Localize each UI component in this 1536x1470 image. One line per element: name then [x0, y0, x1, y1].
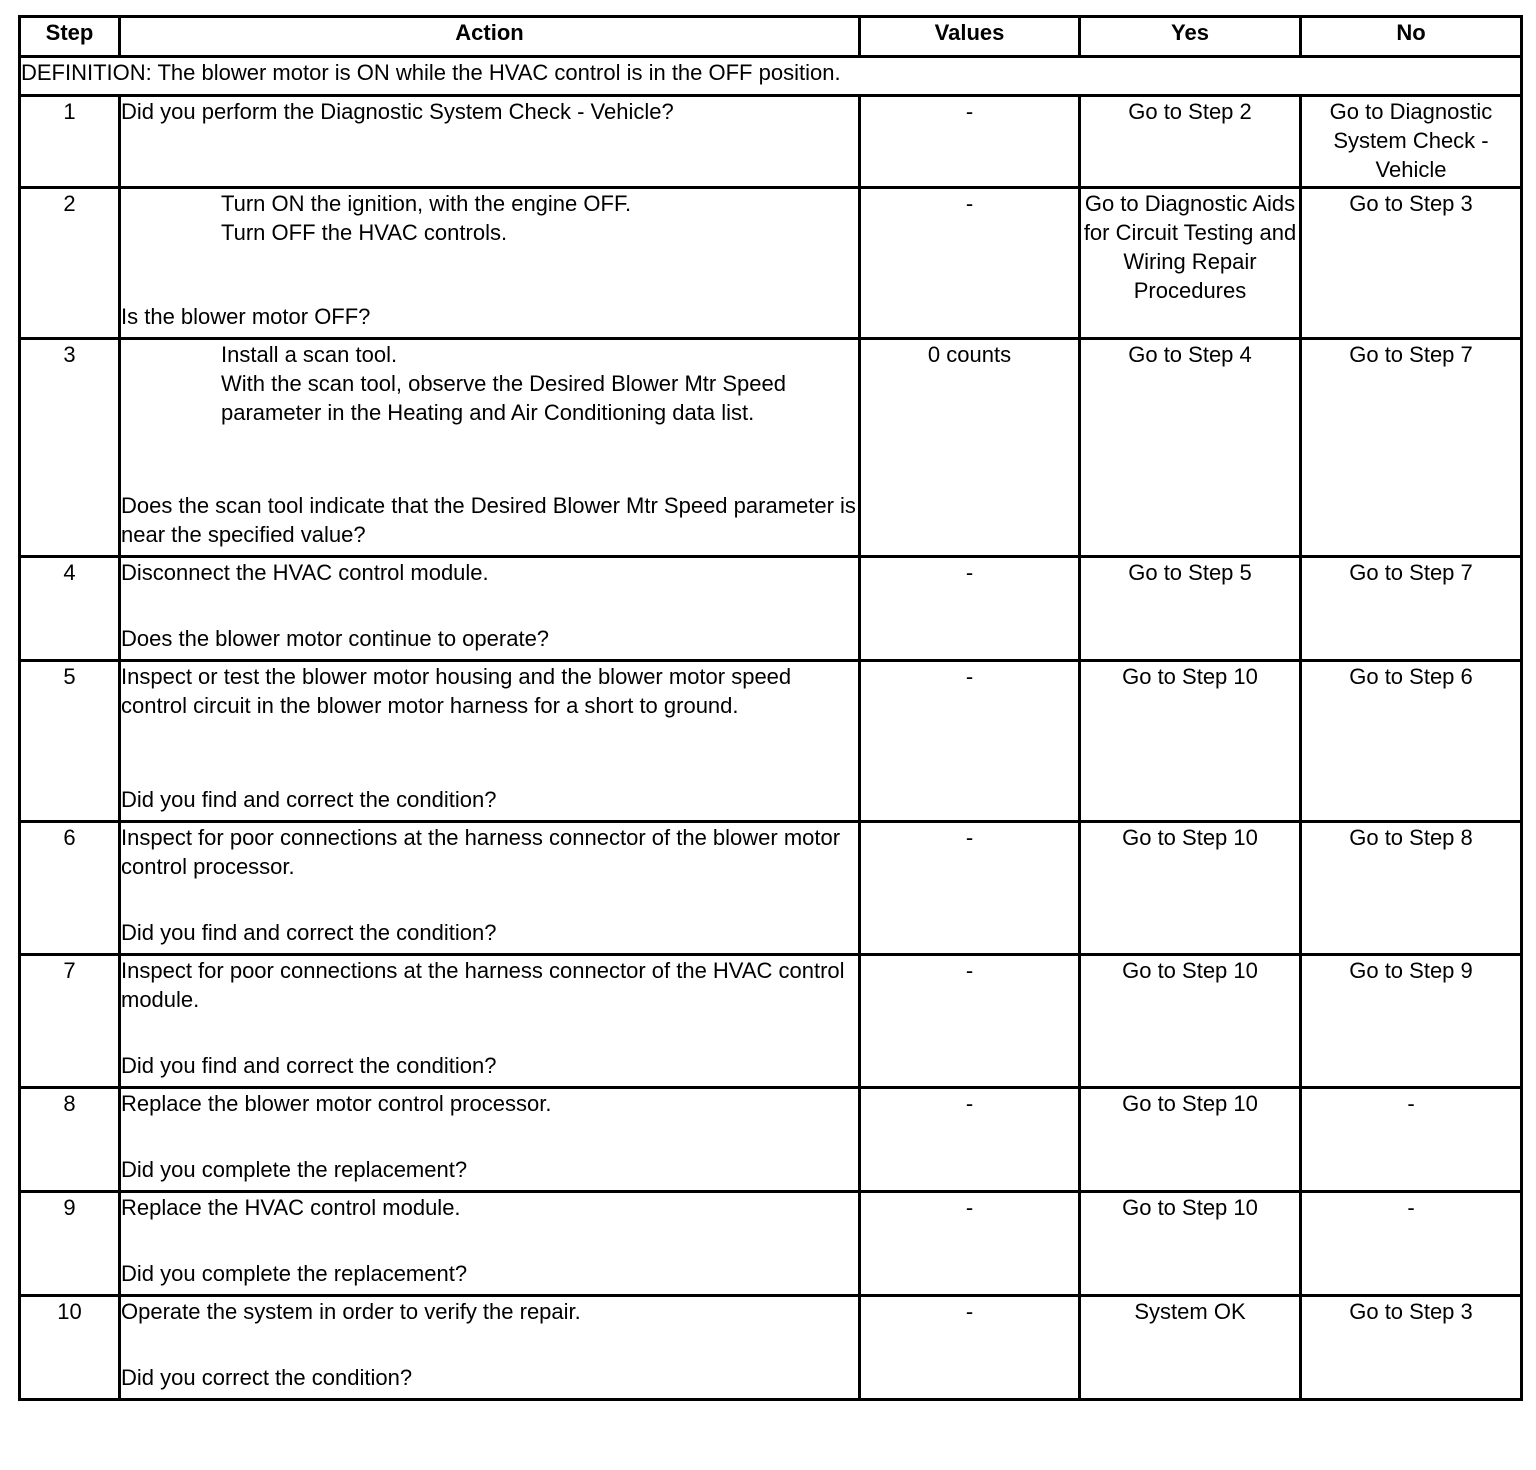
action-question: Did you complete the replacement?	[121, 1157, 468, 1182]
step-number: 1	[20, 96, 120, 188]
action-cell	[120, 339, 860, 557]
step-number: 6	[20, 822, 120, 955]
action-question: Does the blower motor continue to operate?	[121, 626, 550, 651]
substep-item: Turn ON the ignition, with the engine OFF.	[221, 191, 632, 216]
action-cell	[120, 188, 860, 339]
yes-cell: Go to Step 10	[1080, 661, 1301, 822]
step-number: 9	[20, 1192, 120, 1296]
header-values: Values	[860, 17, 1080, 57]
values-cell: -	[860, 1088, 1080, 1192]
header-no: No	[1301, 17, 1522, 57]
definition-row	[20, 57, 1522, 96]
action-question: Did you correct the condition?	[121, 1365, 413, 1390]
action-instruction: Replace the HVAC control module.	[121, 1195, 461, 1220]
values-cell: -	[860, 188, 1080, 339]
action-cell	[120, 1088, 860, 1192]
table-row	[20, 661, 1522, 822]
no-cell: Go to Diagnostic System Check - Vehicle	[1301, 96, 1522, 188]
action-instruction: Inspect or test the blower motor housing and the blower motor speed control circuit in the blower motor harness for a short to ground.	[121, 664, 792, 718]
no-cell: Go to Step 9	[1301, 955, 1522, 1088]
table-row	[20, 188, 1522, 339]
values-cell: 0 counts	[860, 339, 1080, 557]
no-cell: -	[1301, 1088, 1522, 1192]
action-top	[121, 956, 858, 1014]
action-top	[121, 97, 858, 126]
action-content	[121, 1297, 858, 1392]
action-cell	[120, 955, 860, 1088]
yes-cell: System OK	[1080, 1296, 1301, 1400]
yes-cell: Go to Diagnostic Aids for Circuit Testing and Wiring Repair Procedures	[1080, 188, 1301, 339]
action-top	[121, 340, 858, 427]
action-content	[121, 1089, 858, 1184]
no-cell: Go to Step 8	[1301, 822, 1522, 955]
action-content	[121, 662, 858, 814]
action-instruction: Operate the system in order to verify the repair.	[121, 1299, 581, 1324]
action-question: Does the scan tool indicate that the Desired Blower Mtr Speed parameter is near the specified value?	[121, 493, 856, 547]
step-number: 2	[20, 188, 120, 339]
action-question: Did you find and correct the condition?	[121, 1053, 497, 1078]
action-content	[121, 189, 858, 331]
action-top	[121, 189, 858, 247]
action-cell	[120, 661, 860, 822]
table-row	[20, 1088, 1522, 1192]
values-cell: -	[860, 96, 1080, 188]
action-instruction: Inspect for poor connections at the harness connector of the blower motor control processor.	[121, 825, 841, 879]
no-cell: Go to Step 7	[1301, 339, 1522, 557]
values-cell: -	[860, 955, 1080, 1088]
header-action: Action	[120, 17, 860, 57]
action-question: Did you find and correct the condition?	[121, 787, 497, 812]
substep-item: Install a scan tool.	[221, 342, 398, 367]
table-row	[20, 557, 1522, 661]
no-cell: Go to Step 7	[1301, 557, 1522, 661]
action-top	[121, 1297, 858, 1326]
no-cell: -	[1301, 1192, 1522, 1296]
action-top	[121, 1089, 858, 1118]
step-number: 3	[20, 339, 120, 557]
yes-cell: Go to Step 2	[1080, 96, 1301, 188]
step-number: 5	[20, 661, 120, 822]
action-instruction: Replace the blower motor control processor.	[121, 1091, 552, 1116]
substep-item: With the scan tool, observe the Desired Blower Mtr Speed parameter in the Heating and Air Conditioning data list.	[221, 371, 786, 425]
values-cell: -	[860, 557, 1080, 661]
table-row	[20, 1296, 1522, 1400]
action-top	[121, 1193, 858, 1222]
table-row	[20, 955, 1522, 1088]
yes-cell: Go to Step 10	[1080, 1088, 1301, 1192]
header-yes: Yes	[1080, 17, 1301, 57]
yes-cell: Go to Step 4	[1080, 339, 1301, 557]
action-content	[121, 97, 858, 180]
header-step: Step	[20, 17, 120, 57]
step-number: 4	[20, 557, 120, 661]
definition-text: DEFINITION: The blower motor is ON while the HVAC control is in the OFF position.	[20, 57, 1522, 96]
substep-list	[121, 189, 858, 247]
action-content	[121, 823, 858, 947]
action-instruction: Inspect for poor connections at the harness connector of the HVAC control module.	[121, 958, 845, 1012]
action-top	[121, 823, 858, 881]
yes-cell: Go to Step 10	[1080, 822, 1301, 955]
substep-list	[121, 340, 858, 427]
header-row	[20, 17, 1522, 57]
action-top	[121, 662, 858, 720]
action-cell	[120, 1296, 860, 1400]
diagnostic-table	[18, 15, 1523, 1401]
action-cell	[120, 557, 860, 661]
values-cell: -	[860, 1296, 1080, 1400]
values-cell: -	[860, 822, 1080, 955]
action-content	[121, 558, 858, 653]
table-row	[20, 339, 1522, 557]
action-instruction: Disconnect the HVAC control module.	[121, 560, 489, 585]
table-row	[20, 822, 1522, 955]
action-instruction: Did you perform the Diagnostic System Check - Vehicle?	[121, 99, 674, 124]
action-content	[121, 956, 858, 1080]
action-content	[121, 1193, 858, 1288]
table-row	[20, 1192, 1522, 1296]
action-question: Is the blower motor OFF?	[121, 304, 371, 329]
no-cell: Go to Step 3	[1301, 188, 1522, 339]
table-row	[20, 96, 1522, 188]
action-content	[121, 340, 858, 549]
action-question: Did you find and correct the condition?	[121, 920, 497, 945]
no-cell: Go to Step 6	[1301, 661, 1522, 822]
values-cell: -	[860, 1192, 1080, 1296]
action-cell	[120, 822, 860, 955]
action-cell	[120, 1192, 860, 1296]
yes-cell: Go to Step 10	[1080, 955, 1301, 1088]
substep-item: Turn OFF the HVAC controls.	[221, 220, 508, 245]
step-number: 10	[20, 1296, 120, 1400]
action-cell	[120, 96, 860, 188]
step-number: 8	[20, 1088, 120, 1192]
step-number: 7	[20, 955, 120, 1088]
values-cell: -	[860, 661, 1080, 822]
yes-cell: Go to Step 10	[1080, 1192, 1301, 1296]
yes-cell: Go to Step 5	[1080, 557, 1301, 661]
action-top	[121, 558, 858, 587]
action-question: Did you complete the replacement?	[121, 1261, 468, 1286]
no-cell: Go to Step 3	[1301, 1296, 1522, 1400]
